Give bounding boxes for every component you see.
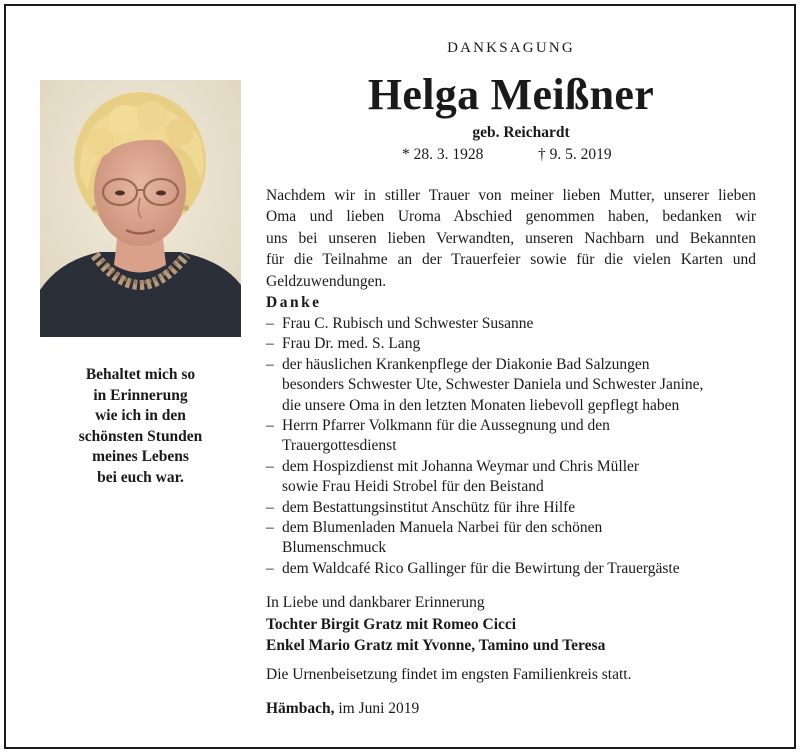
- list-item-line: sowie Frau Heidi Strobel für den Beistand: [282, 478, 544, 496]
- thanks-list: [266, 314, 766, 579]
- quote-line: wie ich in den: [95, 407, 186, 424]
- burial-note: Die Urnenbeisetzung findet im engsten Familienkreis statt.: [266, 666, 632, 683]
- date-text: im Juni 2019: [338, 700, 420, 717]
- list-item: [266, 498, 766, 518]
- quote-line: schönsten Stunden: [78, 427, 203, 445]
- list-item: [266, 334, 766, 354]
- list-item-line: – Herrn Pfarrer Volkmann für die Aussegnung und den: [282, 417, 610, 435]
- birth-date: * 28. 3. 1928: [402, 146, 484, 163]
- quote-line: meines Lebens: [92, 448, 189, 465]
- maiden-name: geb. Reichardt: [472, 124, 570, 141]
- list-item: [266, 559, 766, 579]
- list-item-line: die unsere Oma in den letzten Monaten liebevoll gepflegt haben: [282, 396, 680, 414]
- paragraph-line: für die Teilnahme an der Trauerfeier sowie für die vielen Karten und: [266, 251, 756, 269]
- list-item-line: – der häuslichen Krankenpflege der Diakonie Bad Salzungen: [282, 355, 650, 373]
- memorial-quote: [40, 365, 241, 488]
- family-line: Tochter Birgit Gratz mit Romeo Cicci: [266, 616, 517, 633]
- place-date: [266, 700, 419, 718]
- family-line: Enkel Mario Gratz mit Yvonne, Tamino und Teresa: [266, 637, 606, 654]
- thanks-heading: Danke: [266, 294, 322, 311]
- family-signatures: [266, 614, 605, 656]
- quote-line: in Erinnerung: [93, 386, 188, 404]
- paragraph-line: uns bei unseren lieben Verwandten, unseren Nachbarn und Bekannten: [266, 229, 756, 247]
- list-item: [266, 416, 766, 457]
- paragraph-line: Oma und lieben Uroma Abschied genommen haben, bedanken wir: [266, 208, 756, 226]
- thanks-paragraph: [266, 185, 756, 292]
- list-item-line: – dem Hospizdienst mit Johanna Weymar und Chris Müller: [282, 457, 640, 475]
- quote-line: bei euch war.: [97, 468, 184, 486]
- deceased-name: Helga Meißner: [367, 70, 655, 119]
- notice-heading: DANKSAGUNG: [447, 40, 575, 56]
- closing-line: In Liebe und dankbarer Erinnerung: [266, 594, 485, 611]
- list-item-line: – Frau Dr. med. S. Lang: [282, 335, 421, 353]
- list-item: [266, 518, 766, 559]
- list-item-line: – Frau C. Rubisch und Schwester Susanne: [282, 315, 534, 332]
- list-item-line: Trauergottesdienst: [282, 437, 397, 455]
- place-name: Hämbach,: [266, 700, 335, 717]
- list-item-line: besonders Schwester Ute, Schwester Daniela und Schwester Janine,: [282, 376, 704, 394]
- list-item: [266, 355, 766, 416]
- list-item-line: Blumenschmuck: [282, 539, 387, 557]
- portrait-photo: [40, 80, 241, 337]
- quote-line: Behaltet mich so: [85, 366, 196, 383]
- paragraph-line: Nachdem wir in stiller Trauer von meiner lieben Mutter, unserer lieben: [266, 187, 756, 204]
- death-date: † 9. 5. 2019: [538, 146, 612, 163]
- paragraph-line: Geldzuwendungen.: [266, 272, 387, 290]
- list-item: [266, 457, 766, 498]
- list-item-line: – dem Blumenladen Manuela Narbei für den schönen: [282, 519, 603, 537]
- list-item: [266, 314, 766, 334]
- list-item-line: – dem Bestattungsinstitut Anschütz für ihre Hilfe: [282, 498, 576, 516]
- list-item-line: – dem Waldcafé Rico Gallinger für die Bewirtung der Trauergäste: [282, 559, 680, 577]
